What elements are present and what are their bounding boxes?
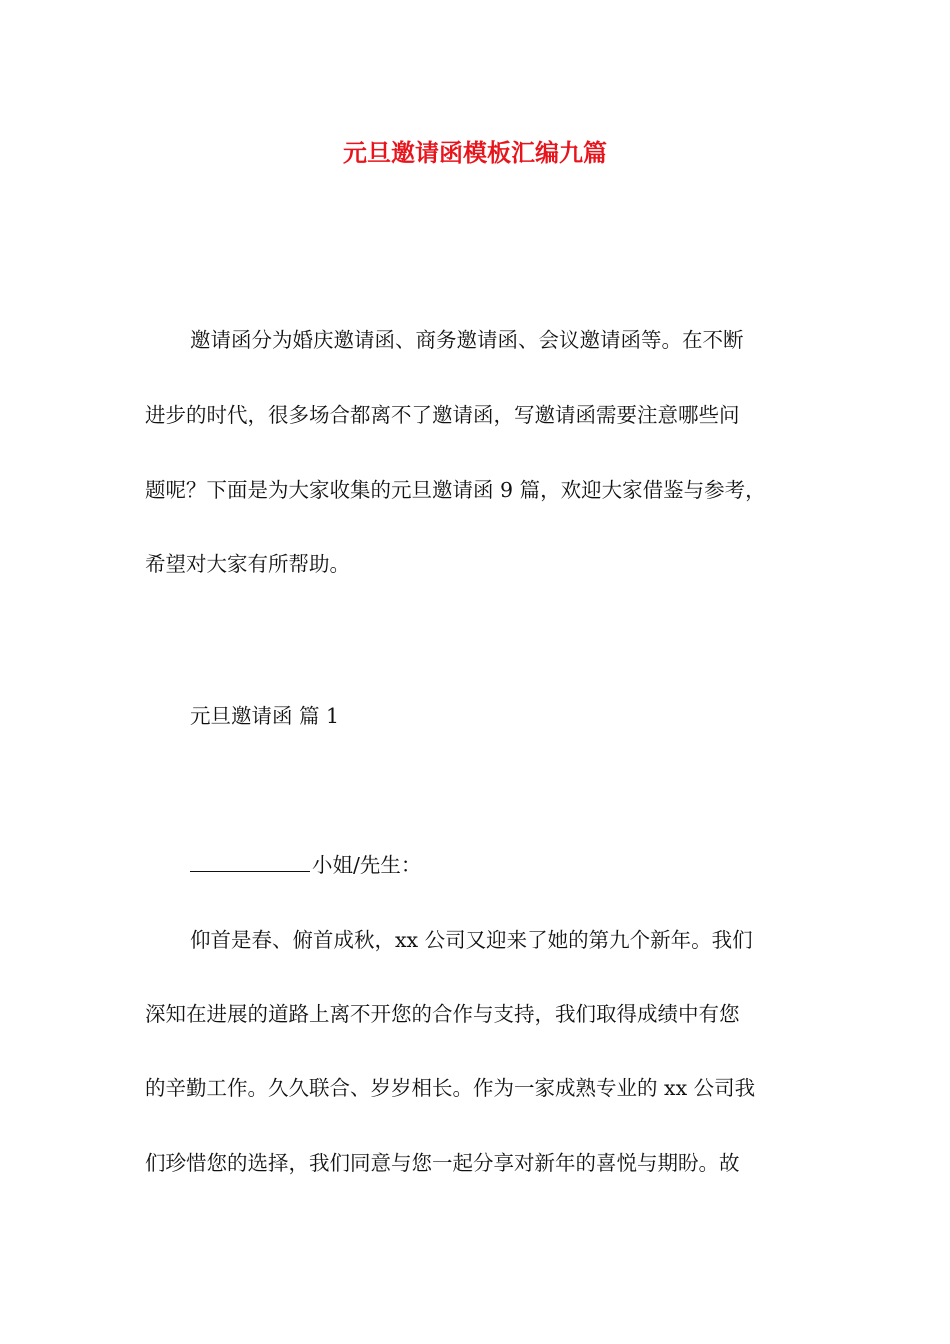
document-title: 元旦邀请函模板汇编九篇 <box>343 138 607 167</box>
intro-paragraph-line: 邀请函分为婚庆邀请函、商务邀请函、会议邀请函等。在不断 <box>190 328 744 352</box>
section-heading: 元旦邀请函 篇 1 <box>190 704 340 728</box>
intro-paragraph-line: 题呢？下面是为大家收集的元旦邀请函 9 篇，欢迎大家借鉴与参考， <box>145 478 766 502</box>
recipient-name-blank <box>190 849 310 872</box>
body-paragraph-line: 仰首是春、俯首成秋，xx 公司又迎来了她的第九个新年。我们 <box>190 928 753 952</box>
salutation-text: 小姐/先生： <box>312 853 422 877</box>
body-paragraph-line: 的辛勤工作。久久联合、岁岁相长。作为一家成熟专业的 xx 公司我 <box>145 1076 756 1100</box>
body-paragraph-line: 深知在进展的道路上离不开您的合作与支持，我们取得成绩中有您 <box>145 1002 740 1026</box>
intro-paragraph-line: 进步的时代，很多场合都离不了邀请函，写邀请函需要注意哪些问 <box>145 403 740 427</box>
salutation-line <box>190 849 421 880</box>
intro-paragraph-line: 希望对大家有所帮助。 <box>145 552 350 576</box>
body-paragraph-line: 们珍惜您的选择，我们同意与您一起分享对新年的喜悦与期盼。故 <box>145 1151 740 1175</box>
